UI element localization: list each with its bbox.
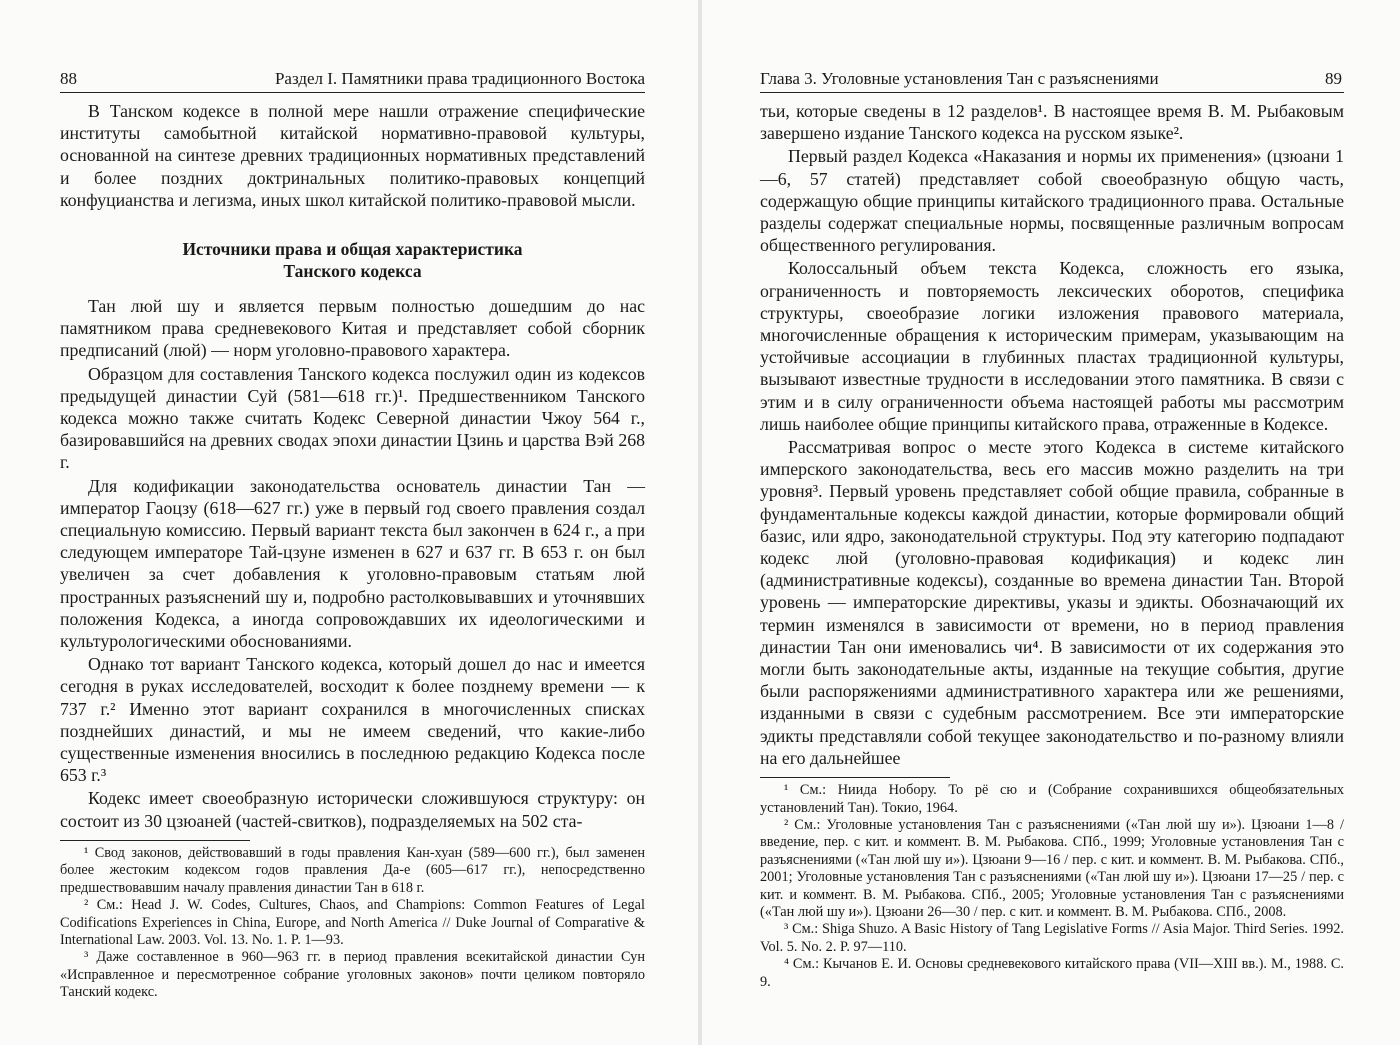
- footnote: ² См.: Уголовные установления Тан с разъяснениями («Тан люй шу и»). Цзюани 1—8 / введение, пер. с кит. и коммент. В. М. Рыбакова. СПб., 1999; Уголовные установления Тан с разъяснениями («Тан люй шу и»). Цзюани 9—16 / пер. с кит. и коммент. В. М. Рыбакова. СПб., 2001; Уголовные установления Тан с разъяснениями («Тан люй шу и»). Цзюани 17—25 / пер. с кит. и коммент. В. М. Рыбакова. СПб., 2005; Уголовные установления Тан с разъяснениями («Тан люй шу и»). Цзюани 26—30 / пер. с кит. и коммент. В. М. Рыбакова. СПб., 2008.: [760, 816, 1344, 920]
- page-body: [760, 100, 1344, 991]
- running-header: [760, 66, 1344, 93]
- paragraph: тьи, которые сведены в 12 разделов¹. В настоящее время В. М. Рыбаковым завершено издание Танского кодекса на русском языке².: [760, 101, 1344, 144]
- paragraph: Однако тот вариант Танского кодекса, который дошел до нас и имеется сегодня в руках исследователей, восходит к более позднему времени — к 737 г.² Именно этот вариант сохранился в многочисленных списках позднейших династий, и мы не имеем сведений, что какие-либо существенные изменения вносились в последнюю редакцию Кодекса после 653 г.³: [60, 654, 645, 786]
- running-title: Раздел I. Памятники права традиционного Востока: [274, 69, 645, 88]
- left-page: [0, 0, 698, 1045]
- section-heading-line-1: Источники права и общая характеристика: [182, 239, 523, 260]
- running-header: [60, 66, 645, 93]
- paragraph: Тан люй шу и является первым полностью дошедшим до нас памятником права средневекового Китая и представляет собой сборник предписаний (люй) — норм уголовно-правового характера.: [60, 296, 645, 361]
- footnote: ³ Даже составленное в 960—963 гг. в период правления всекитайской династии Сун «Исправленное и пересмотренное собрание уголовных законов» почти целиком повторяло Танский кодекс.: [60, 949, 645, 1001]
- section-heading: [60, 238, 645, 282]
- footnote: ² См.: Head J. W. Codes, Cultures, Chaos, and Champions: Common Features of Legal Codifications Experiences in China, Europe, and North America // Duke Journal of Comparative & International Law. 2003. Vol. 13. No. 1. P. 1—93.: [60, 897, 645, 948]
- footnote: ¹ Свод законов, действовавший в годы правления Кан-хуан (589—600 гг.), был заменен более жестоким кодексом годов правления Да-е (605—617 гг.), непосредственно предшествовавшим началу правления династии Тан в 618 г.: [60, 844, 645, 896]
- footnote: ¹ См.: Ниида Нобору. То рё сю и (Собрание сохранившихся общеобязательных установлений Тан). Токио, 1964.: [760, 782, 1344, 816]
- page-number: 89: [1325, 69, 1342, 88]
- paragraph: Колоссальный объем текста Кодекса, сложность его языка, ограниченность и повторяемость лексических оборотов, специфика структуры, своеобразие логики изложения правового материала, многочисленные обращения к историческим примерам, указывающим на устойчивые ассоциации в глубинных пластах традиционной культуры, вызывают известные трудности в исследовании этого памятника. В связи с этим и в силу ограниченности объема настоящей работы мы рассмотрим лишь наиболее общие принципы китайского права, отраженные в Кодексе.: [760, 258, 1344, 434]
- page-body: [60, 100, 645, 1002]
- right-page: [702, 0, 1400, 1045]
- footnote: ³ См.: Shiga Shuzo. A Basic History of Tang Legislative Forms // Asia Major. Third Series. 1992. Vol. 5. No. 2. P. 97—110.: [760, 921, 1344, 955]
- paragraph: Образцом для составления Танского кодекса послужил один из кодексов предыдущей династии Суй (581—618 гг.)¹. Предшественником Танского кодекса можно также считать Кодекс Северной династии Чжоу 564 г., базировавшийся на древних сводах эпохи династии Цзинь и царства Вэй 268 г.: [60, 363, 645, 473]
- footnote: ⁴ См.: Кычанов Е. И. Основы средневекового китайского права (VII—XIII вв.). М., 1988. С. 9.: [760, 956, 1344, 990]
- intro-paragraph: В Танском кодексе в полной мере нашли отражение специфические институты самобытной китайской нормативно-правовой культуры, основанной на синтезе древних традиционных нормативных представлений и более поздних доктринальных политико-правовых концепций конфуцианства и легизма, иных школ китайской политико-правовой мысли.: [60, 101, 645, 210]
- footnote-divider: [760, 777, 950, 778]
- section-heading-line-2: Танского кодекса: [283, 261, 422, 282]
- running-title: Глава 3. Уголовные установления Тан с разъяснениями: [760, 69, 1159, 88]
- page-number: 88: [60, 69, 77, 88]
- paragraph: Рассматривая вопрос о месте этого Кодекса в системе китайского имперского законодательства, весь его массив можно разделить на три уровня³. Первый уровень представляет собой общие правила, собранные в фундаментальные кодексы каждой династии, которые формировали общий базис, или ядро, законодательной структуры. Под эту категорию подпадают кодекс люй (уголовно-правовая кодификация) и кодекс лин (административные кодексы), созданные во времена династии Тан. Второй уровень — императорские директивы, указы и эдикты. Обозначающий их термин изменялся в зависимости от времени, но в период правления династии Тан они именовались чи⁴. В зависимости от их содержания это могли быть законодательные акты, изданные на текущие события, другие были распоряжениями административного характера или же решениями, изданными в связи с судебным рассмотрением. Все эти императорские эдикты представляли собой текущее законодательство и по-разному влияли на его дальнейшее: [760, 437, 1344, 768]
- paragraph: Первый раздел Кодекса «Наказания и нормы их применения» (цзюани 1—6, 57 статей) представляет собой своеобразную общую часть, содержащую общие принципы китайского традиционного права. Остальные разделы содержат специальные нормы, посвященные различным вопросам общественного регулирования.: [760, 146, 1344, 256]
- paragraph: Для кодификации законодательства основатель династии Тан — император Гаоцзу (618—627 гг.) уже в первый год своего правления создал специальную комиссию. Первый вариант текста был закончен в 624 г., а при следующем императоре Тай-цзуне изменен в 627 и 637 гг. В 653 г. он был увеличен за счет добавления к уголовно-правовым статьям люй пространных разъяснений шу и, подробно растолковывавших и уточнявших положения Кодекса, а иногда сопровождавших их идеологическими и культурологическими обоснованиями.: [60, 475, 645, 652]
- footnote-divider: [60, 840, 250, 841]
- paragraph: Кодекс имеет своеобразную исторически сложившуюся структуру: он состоит из 30 цзюаней (частей-свитков), подразделяемых на 502 ста-: [60, 788, 645, 831]
